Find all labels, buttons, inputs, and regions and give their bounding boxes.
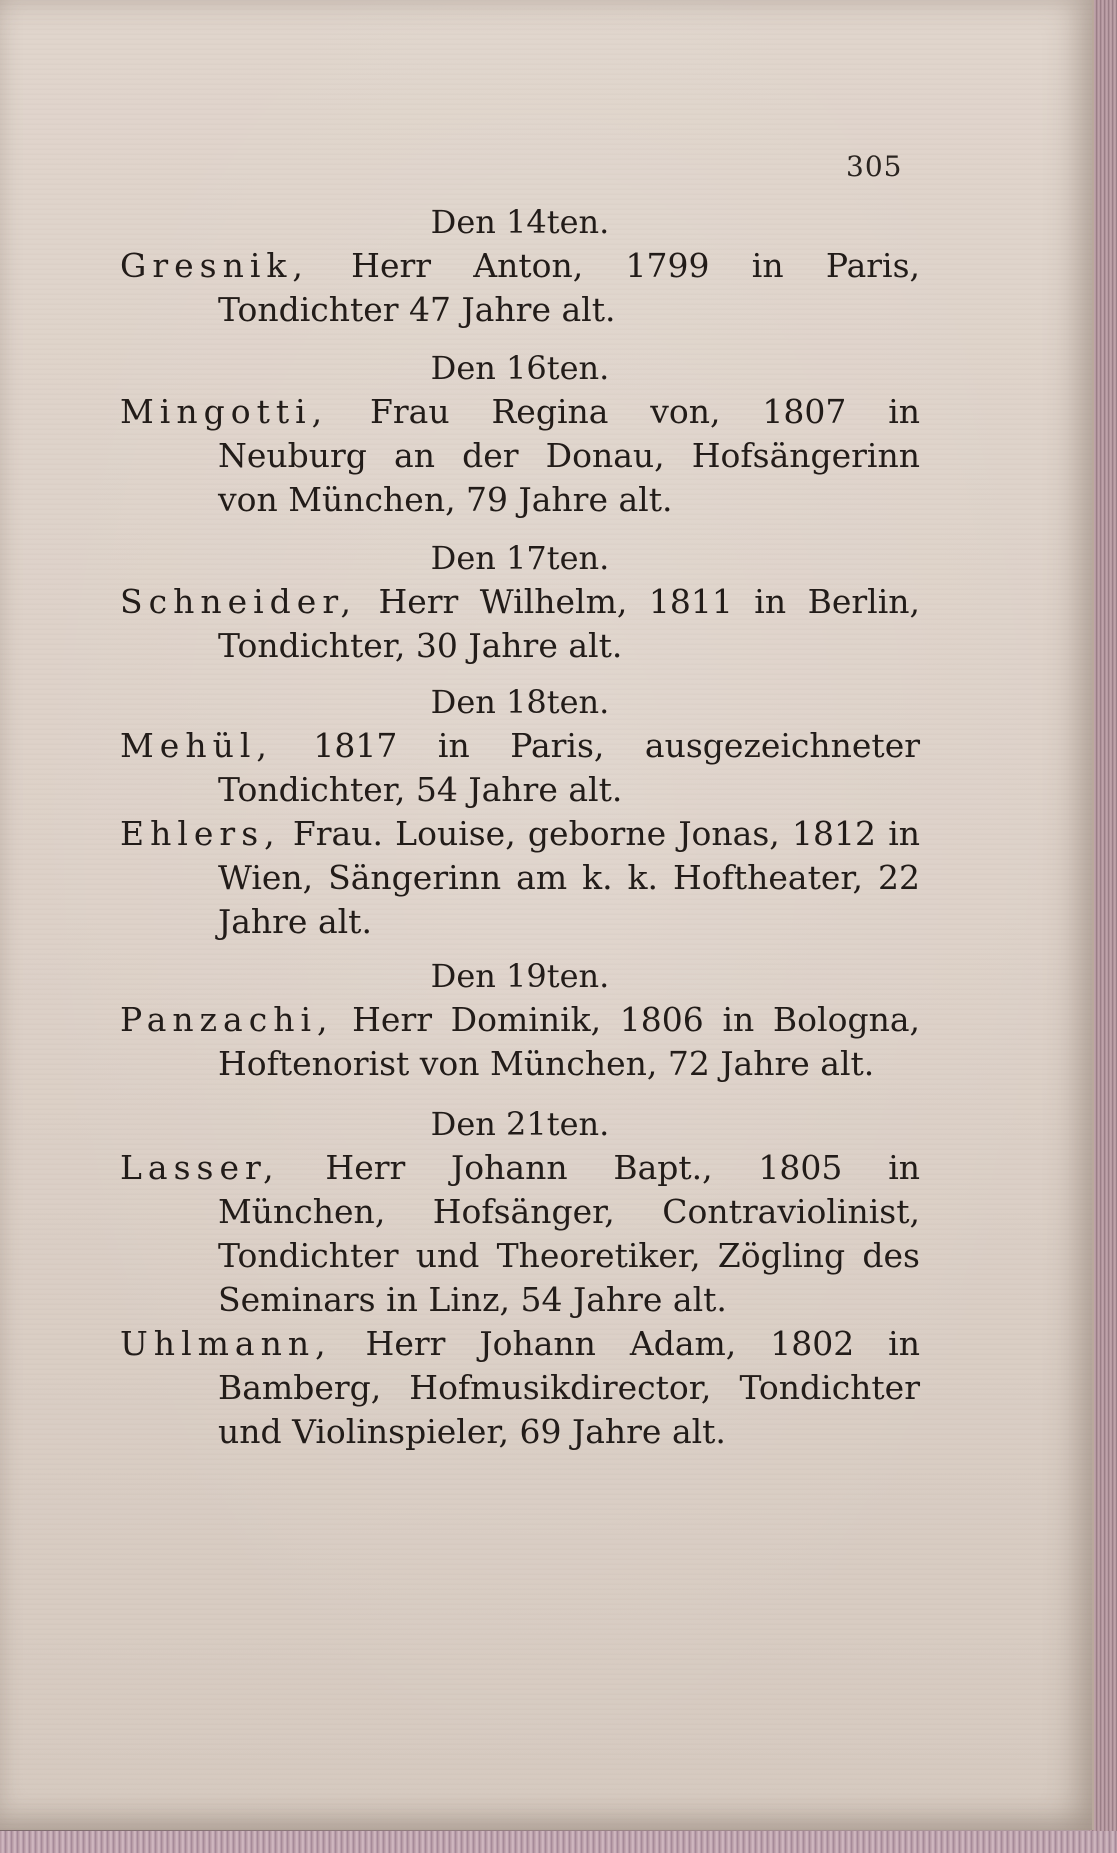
entry [120,580,920,668]
entry [120,724,920,812]
entry [120,244,920,332]
entry [120,812,920,944]
entry-text: Herr Dominik, 1806 in Bologna, Hoftenorist von München, 72 Jahre alt. [218,1000,920,1083]
entry-name: Panzachi, [120,1000,334,1039]
entry-text: Frau. Louise, geborne Jonas, 1812 in Wien, Sängerinn am k. k. Hoftheater, 22 Jahre alt. [218,814,920,941]
entry [120,998,920,1086]
section-heading: Den 16ten. [430,349,610,387]
entry-text: Herr Johann Adam, 1802 in Bamberg, Hofmusikdirector, Tondichter und Violinspieler, 69 Jahre alt. [218,1324,920,1451]
text-block [120,200,920,1454]
section-heading: Den 17ten. [430,539,610,577]
entry [120,390,920,522]
section-heading: Den 18ten. [430,683,610,721]
page-number: 305 [846,150,903,183]
entry-text: Frau Regina von, 1807 in Neuburg an der Donau, Hofsängerinn von München, 79 Jahre alt. [218,392,920,519]
entry-text: Herr Anton, 1799 in Paris, Tondichter 47 Jahre alt. [218,246,920,329]
entry-name: Mingotti, [120,392,329,431]
entry-name: Gresnik, [120,246,309,285]
entry [120,1322,920,1454]
entry-name: Uhlmann, [120,1324,332,1363]
entry-name: Mehül, [120,726,273,765]
section-heading: Den 14ten. [430,203,610,241]
entry [120,1146,920,1322]
entry-name: Ehlers, [120,814,281,853]
entry-name: Lasser, [120,1148,280,1187]
section-heading: Den 21ten. [430,1105,610,1143]
section-heading: Den 19ten. [430,957,610,995]
entry-name: Schneider, [120,582,357,621]
entry-text: Herr Wilhelm, 1811 in Berlin, Tondichter, 30 Jahre alt. [218,582,920,665]
entry-text: Herr Johann Bapt., 1805 in München, Hofsänger, Contraviolinist, Tondichter und Theoretiker, Zögling des Seminars in Linz, 54 Jahre alt. [218,1148,920,1319]
entry-text: 1817 in Paris, ausgezeichneter Tondichter, 54 Jahre alt. [218,726,920,809]
bottom-page-edge [0,1831,1117,1853]
